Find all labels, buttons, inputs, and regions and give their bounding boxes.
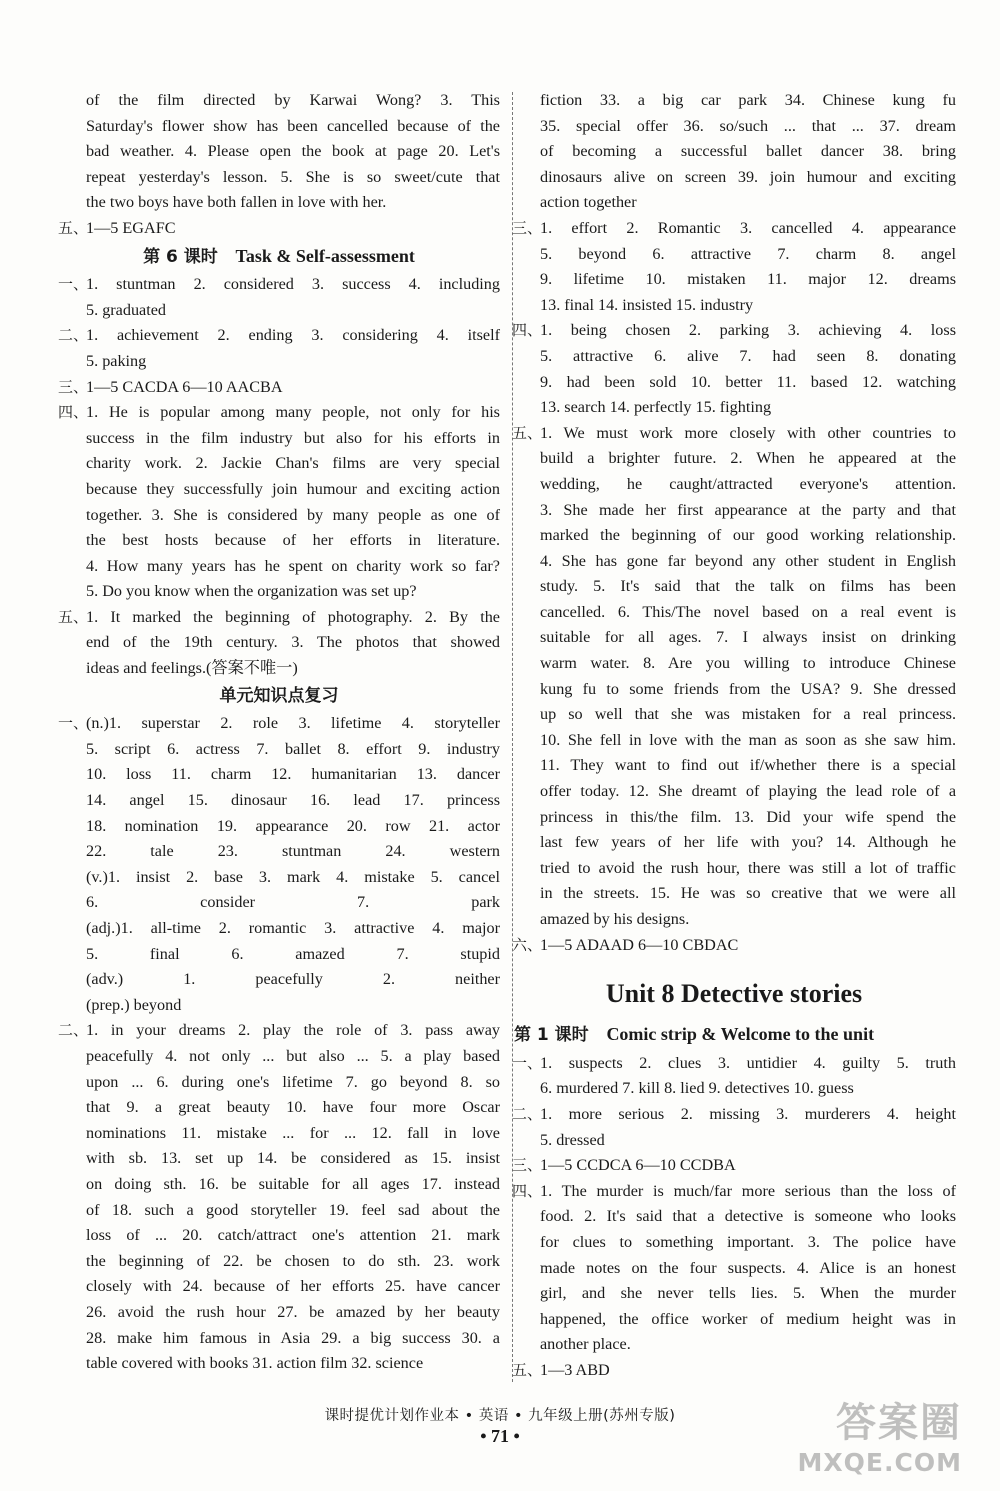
answer-line: 1. in your dreams 2. play the role of 3. pass away — [86, 1021, 500, 1040]
answer-line: 5. Do you know when the organization was set up? — [86, 582, 417, 601]
answer-line: amazed by his designs. — [540, 910, 690, 928]
answer-line: 18. nomination 19. appearance 20. row 21. actor — [86, 816, 500, 835]
answer-line — [58, 216, 500, 242]
answer-line: (n.)1. superstar 2. role 3. lifetime 4. storyteller — [86, 714, 500, 733]
lesson-title: Task & Self-assessment — [235, 245, 415, 266]
answer-line: 1—5 ADAAD 6—10 CBDAC — [540, 935, 739, 954]
answer-line: because they successfully join humour and exciting action — [86, 479, 500, 498]
section-number: 一、 — [512, 1053, 543, 1072]
answer-line: 1. It marked the beginning of photography. 2. By the — [86, 607, 500, 626]
section-number: 五、 — [512, 1360, 543, 1379]
answer-line: wedding, he caught/attracted everyone's attention. — [540, 474, 956, 493]
section-number: 五、 — [58, 218, 89, 237]
answer-line: repeat yesterday's lesson. 5. She is so sweet/cute that — [86, 167, 500, 186]
left-column — [58, 88, 500, 1377]
answer-line: 1—3 ABD — [540, 1360, 610, 1379]
answer-line: 1. being chosen 2. parking 3. achieving 4. loss — [540, 321, 956, 340]
unit-review-answers — [58, 711, 500, 1376]
lesson-number: 第 1 课时 — [514, 1025, 589, 1046]
answer-line: princess in this/the film. 13. Did your wife spend the — [540, 807, 956, 826]
answer-line: closely with 24. because of her efforts 25. have cancer — [86, 1277, 500, 1296]
answer-line: up so well that she was mistaken for a real princess. — [540, 705, 956, 724]
answer-line: 1. We must work more closely with other countries to — [540, 423, 956, 442]
unit-review-heading: 单元知识点复习 — [219, 685, 339, 706]
answer-line: the two boys have both fallen in love with her. — [86, 193, 387, 212]
answer-line: 1. effort 2. Romantic 3. cancelled 4. appearance — [540, 218, 956, 237]
answer-section — [512, 1153, 956, 1179]
answer-line: made notes on the four suspects. 4. Alice is an honest — [540, 1258, 956, 1277]
answer-line: table covered with books 31. action film 32. science — [86, 1354, 424, 1373]
answer-line: (adv.) 1. peacefully 2. neither — [86, 970, 500, 989]
answer-line: the beginning of 22. be chosen to do sth. 23. work — [86, 1251, 500, 1270]
watermark — [792, 1391, 962, 1477]
section-number: 一、 — [58, 275, 89, 294]
section-number: 六、 — [512, 935, 543, 954]
answer-line: 5. script 6. actress 7. ballet 8. effort 9. industry — [86, 739, 500, 758]
answer-line: together. 3. She is considered by many people as one of — [86, 505, 500, 524]
answer-line: tried to avoid the rush hour, there was still a lot of traffic — [540, 858, 956, 877]
answer-line: cancelled. 6. This/The novel based on a real event is — [540, 602, 956, 621]
lesson-1-answers — [512, 1051, 956, 1384]
answer-section — [512, 1179, 956, 1358]
answer-line: fiction 33. a big car park 34. Chinese kung fu — [540, 91, 956, 109]
answer-line: marked the beginning of our good working relationship. — [540, 526, 956, 545]
unit-8-title: Unit 8 Detective stories — [605, 979, 863, 1009]
answer-line: the best hosts because of her efforts in literature. — [86, 531, 500, 550]
answer-section — [512, 216, 956, 318]
answer-line: offer today. 12. She dreamt of playing the lead role of a — [540, 782, 956, 801]
answer-line: upon ... 6. during one's lifetime 7. go beyond 8. so — [86, 1072, 500, 1091]
answer-line: 14. angel 15. dinosaur 16. lead 17. princess — [86, 791, 500, 810]
answer-line: peacefully 4. not only ... but also ... 5. a play based — [86, 1046, 500, 1065]
answer-line: 1. achievement 2. ending 3. considering 4. itself — [86, 326, 500, 345]
section-number: 五、 — [512, 423, 543, 442]
right-column — [512, 88, 956, 1384]
continued-answers — [512, 88, 956, 216]
answer-line: (adj.)1. all-time 2. romantic 3. attractive 4. major — [86, 919, 500, 937]
answer-line: for clues to something important. 3. The police have — [540, 1232, 956, 1251]
answer-section — [58, 375, 500, 401]
answer-line: (v.)1. insist 2. base 3. mark 4. mistake 5. cancel — [86, 867, 500, 886]
section-number: 三、 — [512, 1156, 543, 1175]
answer-line: that 9. a great beauty 10. have four more Oscar — [86, 1098, 500, 1117]
section-number: 四、 — [58, 403, 89, 422]
answer-line: 9. had been sold 10. better 11. based 12. watching — [540, 372, 956, 391]
answer-line: 4. How many years has he spent on charity work so far? — [86, 556, 500, 575]
answer-section — [512, 318, 956, 420]
answer-line: 5. paking — [86, 351, 147, 370]
answer-line: food. 2. It's said that a detective is someone who looks — [540, 1207, 956, 1226]
answer-line: 5. beyond 6. attractive 7. charm 8. angel — [540, 244, 956, 263]
answer-line: (prep.) beyond — [86, 995, 182, 1014]
review-answers-cont — [512, 216, 956, 958]
answer-line: 22. tale 23. stuntman 24. western — [86, 842, 500, 861]
answer-line: ideas and feelings.(答案不唯一) — [86, 659, 298, 678]
lesson-1-heading — [512, 1022, 956, 1049]
answer-line: 9. lifetime 10. mistaken 11. major 12. dreams — [540, 270, 956, 289]
answer-line: of 18. such a good storyteller 19. feel sad about the — [86, 1200, 500, 1219]
section-number: 四、 — [512, 321, 543, 340]
section-number: 二、 — [512, 1104, 543, 1123]
answer-line: nominations 11. mistake ... for ... 12. fall in love — [86, 1123, 500, 1142]
section-number: 五、 — [58, 607, 89, 626]
answer-line: end of the 19th century. 3. The photos that showed — [86, 633, 500, 652]
answer-section — [512, 1358, 956, 1384]
answer-section — [512, 1102, 956, 1153]
answer-line: study. 5. It's said that the talk on films has been — [540, 577, 956, 596]
answer-section — [512, 1051, 956, 1102]
answer-section — [58, 272, 500, 323]
answer-line: 26. avoid the rush hour 27. be amazed by her beauty — [86, 1302, 500, 1321]
watermark-url: MXQE.COM — [797, 1448, 962, 1477]
lesson-6-heading — [58, 244, 500, 271]
answer-line: 1. The murder is much/far more serious than the loss of — [540, 1181, 956, 1200]
answer-line: 10. loss 11. charm 12. humanitarian 13. dancer — [86, 765, 500, 784]
answer-text: 1—5 EGAFC — [86, 218, 176, 237]
answer-line: another place. — [540, 1335, 631, 1354]
section-number: 三、 — [512, 218, 543, 237]
answer-section — [58, 605, 500, 682]
answer-line: girl, and she never tells lies. 5. When the murder — [540, 1284, 956, 1303]
answer-line: dinosaurs alive on screen 39. join humour and exciting — [540, 167, 956, 186]
lesson-6-answers — [58, 272, 500, 682]
answer-line: 1. more serious 2. missing 3. murderers 4. height — [540, 1104, 956, 1123]
continued-answers — [58, 88, 500, 216]
answer-line: warm water. 8. Are you willing to introduce Chinese — [540, 654, 956, 673]
answer-line: 4. She has gone far beyond any other student in English — [540, 551, 956, 570]
section-number: 二、 — [58, 1021, 89, 1040]
answer-section — [58, 1018, 500, 1376]
answer-section — [58, 323, 500, 374]
answer-line: in the streets. 15. He was so creative that we were all — [540, 884, 956, 903]
watermark-logo: 答案圈 — [836, 1400, 962, 1446]
answer-section — [58, 711, 500, 1018]
answer-line: 5. final 6. amazed 7. stupid — [86, 944, 500, 963]
answer-line: 10. She fell in love with the man as soon as she saw him. — [540, 730, 956, 749]
answer-line: 1. He is popular among many people, not only for his — [86, 403, 500, 422]
answer-line: 35. special offer 36. so/such ... that ... 37. dream — [540, 116, 956, 135]
section-number: 三、 — [58, 377, 89, 396]
answer-line: Saturday's flower show has been cancelled because of the — [86, 116, 500, 135]
page-number: • 71 • — [480, 1426, 520, 1446]
answer-line: 28. make him famous in Asia 29. a big success 30. a — [86, 1328, 500, 1347]
footer-book-title: 课时提优计划作业本 • 英语 • 九年级上册(苏州专版) — [324, 1408, 676, 1424]
answer-line: 5. attractive 6. alive 7. had seen 8. donating — [540, 346, 956, 365]
answer-line: bad weather. 4. Please open the book at page 20. Let's — [86, 142, 500, 161]
section-number: 四、 — [512, 1181, 543, 1200]
answer-line: 1. suspects 2. clues 3. untidier 4. guilty 5. truth — [540, 1053, 956, 1072]
answer-line: charity work. 2. Jackie Chan's films are very special — [86, 454, 500, 473]
answer-line: 6. consider 7. park — [86, 893, 500, 912]
answer-section — [58, 216, 500, 242]
answer-section — [512, 933, 956, 959]
lesson-title: Comic strip & Welcome to the unit — [606, 1024, 875, 1045]
answer-line: 1—5 CACDA 6—10 AACBA — [86, 377, 283, 396]
answer-line: build a brighter future. 2. When he appeared at the — [540, 449, 956, 468]
answer-line: happened, the office worker of medium height was in — [540, 1309, 956, 1328]
answer-line: 5. graduated — [86, 300, 167, 319]
answer-line: with sb. 13. set up 14. be considered as 15. insist — [86, 1149, 500, 1168]
answer-line: 5. dressed — [540, 1130, 605, 1149]
answer-line: 1. stuntman 2. considered 3. success 4. including — [86, 275, 500, 294]
answer-line: of the film directed by Karwai Wong? 3. This — [86, 91, 500, 109]
answer-section — [512, 421, 956, 933]
answer-line: 13. final 14. insisted 15. industry — [540, 295, 754, 314]
answer-line: on doing sth. 16. be suitable for all ages 17. instead — [86, 1174, 500, 1193]
answer-line: 6. murdered 7. kill 8. lied 9. detectives 10. guess — [540, 1079, 854, 1098]
answer-line: 13. search 14. perfectly 15. fighting — [540, 398, 772, 417]
answer-line: loss of ... 20. catch/attract one's attention 21. mark — [86, 1226, 500, 1245]
answer-line: kung fu to some friends from the USA? 9. She dressed — [540, 679, 956, 698]
answer-line: 1—5 CCDCA 6—10 CCDBA — [540, 1156, 736, 1175]
answer-line: success in the film industry but also for his efforts in — [86, 428, 500, 447]
answer-line: action together — [540, 193, 637, 212]
answer-line: suitable for all ages. 7. I always insist on drinking — [540, 628, 956, 647]
lesson-number: 第 6 课时 — [143, 246, 218, 267]
answer-line: last few years of her life with you? 14. Although he — [540, 833, 956, 852]
answer-line: 11. They want to find out if/whether there is a special — [540, 756, 956, 775]
section-number: 一、 — [58, 714, 89, 733]
section-number: 二、 — [58, 326, 89, 345]
answer-line: of becoming a successful ballet dancer 38. bring — [540, 142, 956, 161]
answer-section — [58, 400, 500, 605]
answer-line: 3. She made her first appearance at the party and that — [540, 500, 956, 519]
